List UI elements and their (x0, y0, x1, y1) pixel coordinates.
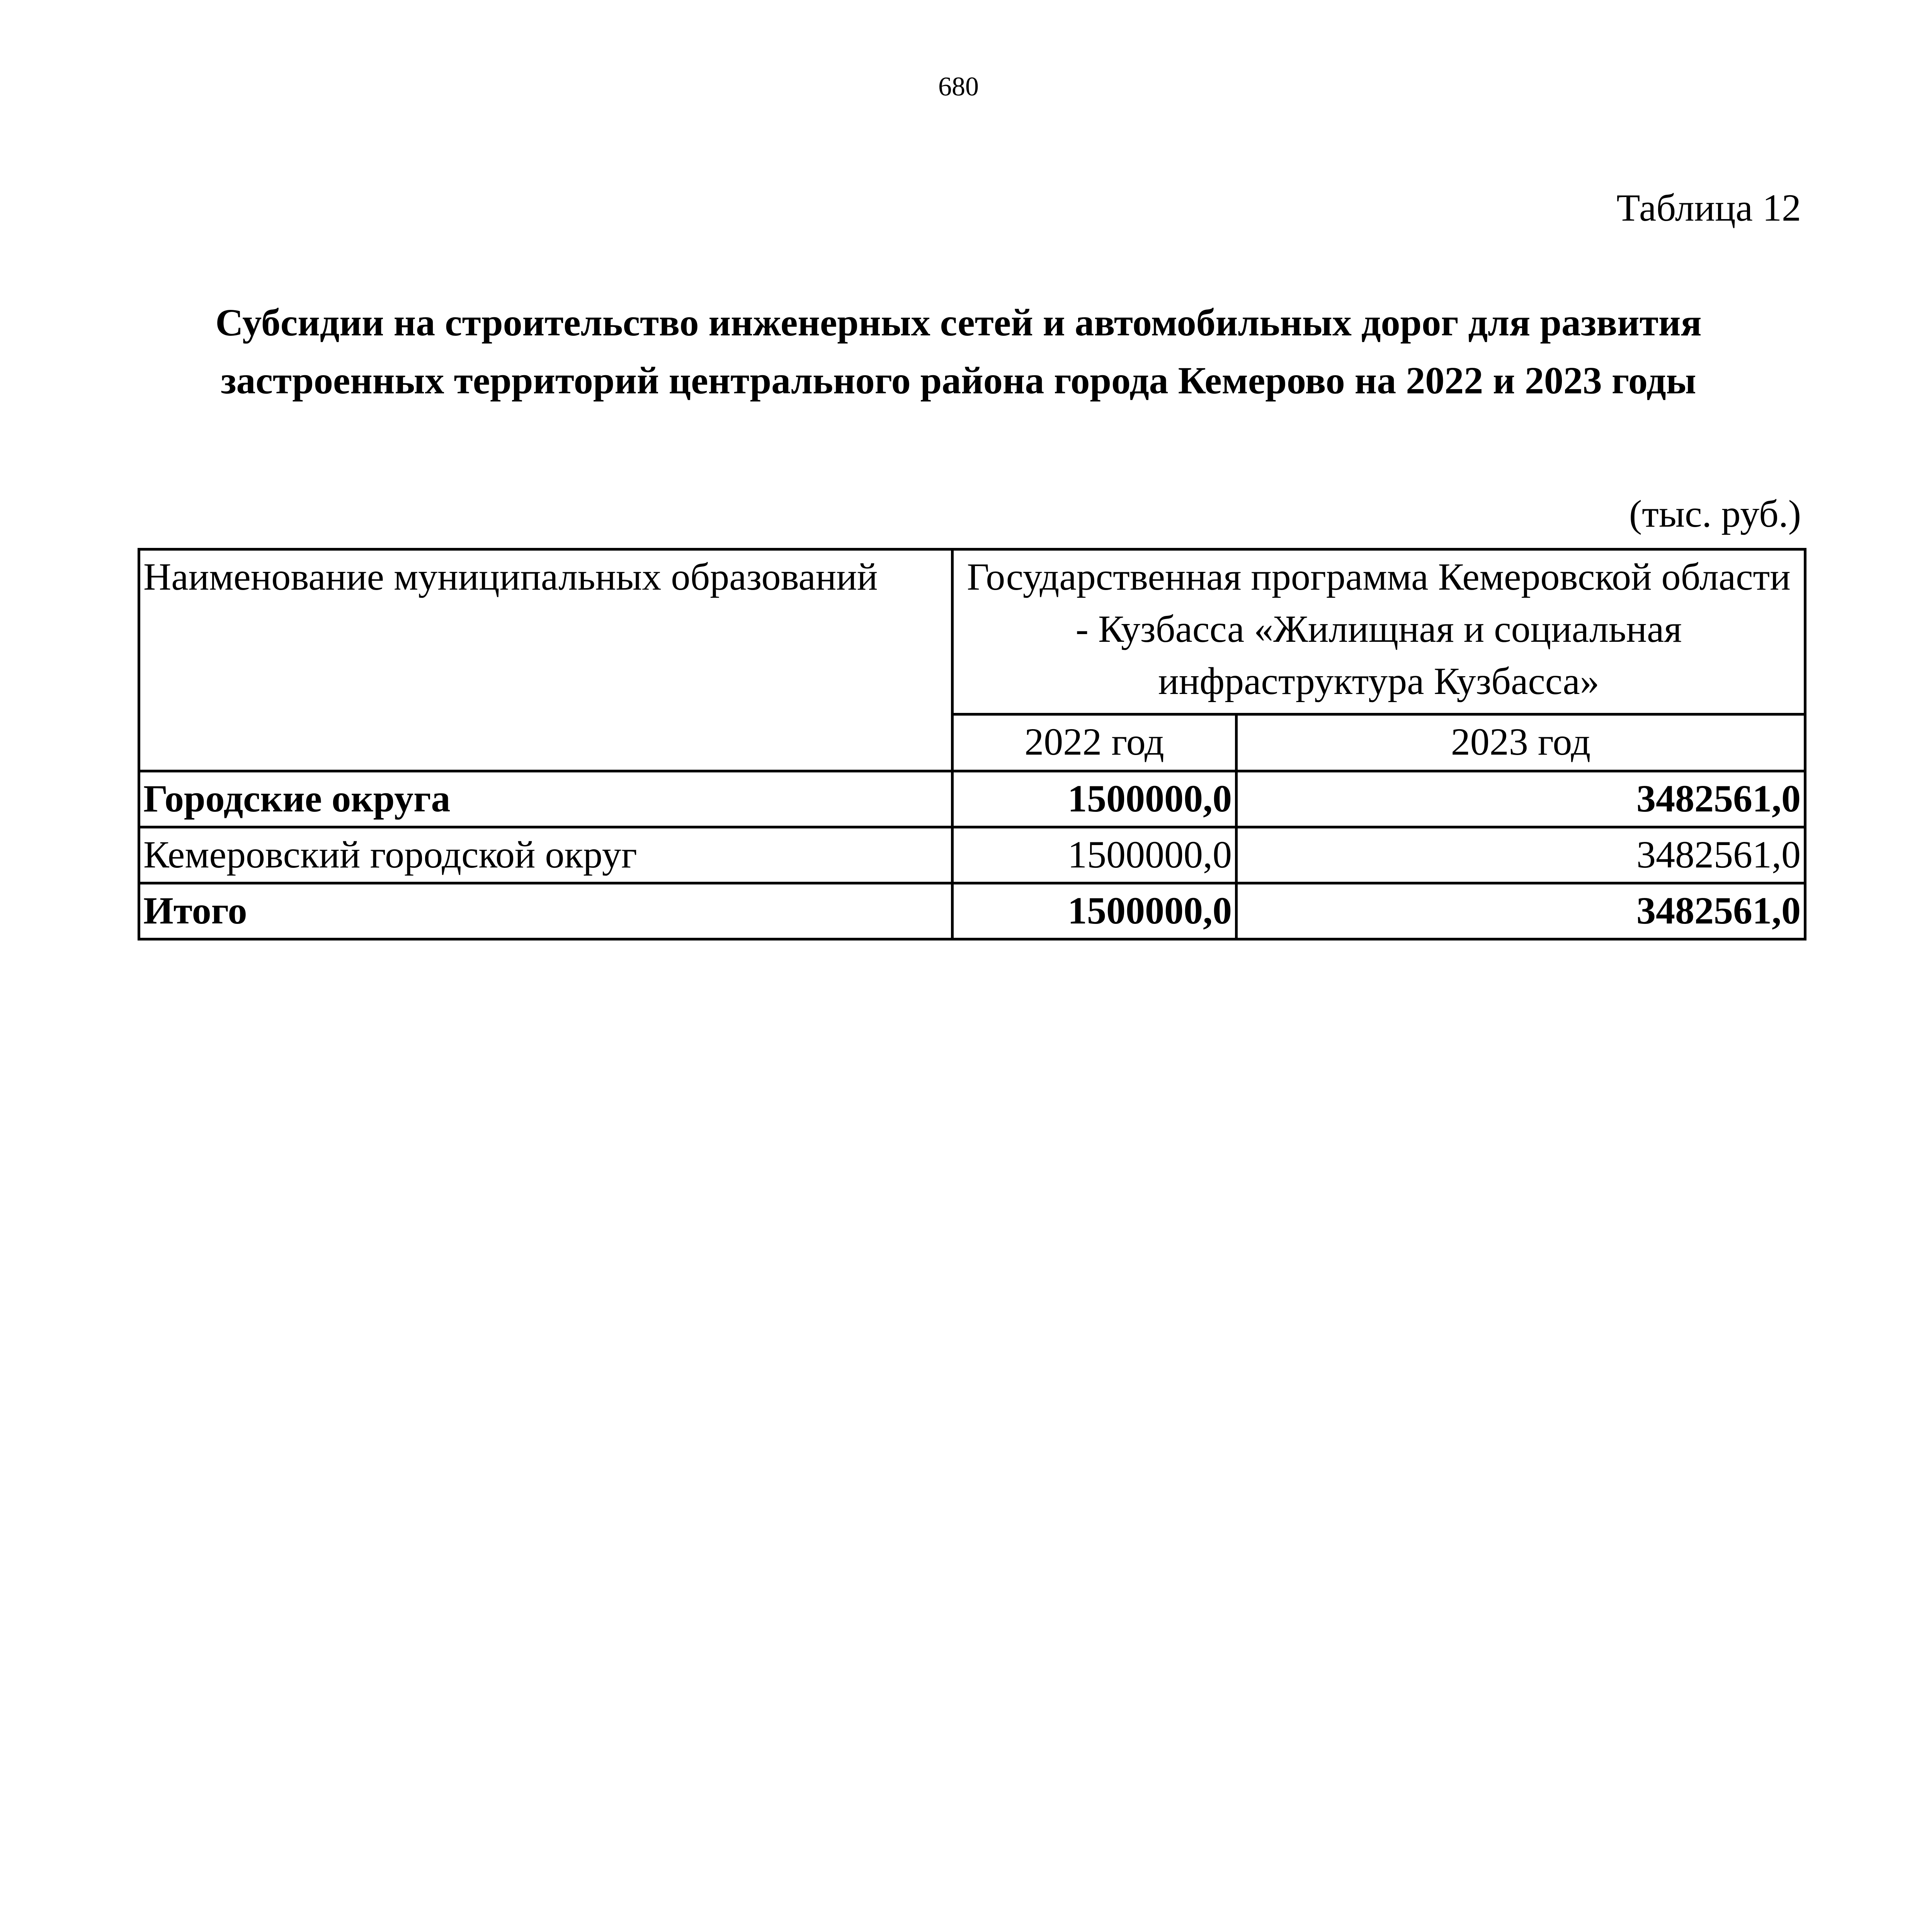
table-row-total (139, 883, 1805, 939)
row-value-2023: 3482561,0 (1237, 771, 1805, 827)
row-name: Итого (139, 883, 953, 939)
row-name: Городские округа (139, 771, 953, 827)
table-header-row (139, 549, 1805, 714)
header-year-2023: 2023 год (1237, 714, 1805, 771)
row-value-2022: 1500000,0 (953, 771, 1237, 827)
header-year-2022: 2022 год (953, 714, 1237, 771)
row-value-2023: 3482561,0 (1237, 827, 1805, 883)
units-label: (тыс. руб.) (1629, 492, 1801, 535)
row-value-2023: 3482561,0 (1237, 883, 1805, 939)
row-value-2022: 1500000,0 (953, 883, 1237, 939)
header-municipality: Наименование муниципальных образований (139, 549, 953, 771)
page-number: 680 (938, 72, 979, 102)
row-value-2022: 1500000,0 (953, 827, 1237, 883)
title-line-2: застроенных территорий центрального района города Кемерово на 2022 и 2023 годы (221, 359, 1696, 402)
table-row (139, 827, 1805, 883)
row-name: Кемеровский городской округ (139, 827, 953, 883)
document-title (135, 294, 1782, 410)
table-label: Таблица 12 (1616, 186, 1801, 229)
title-line-1: Субсидии на строительство инженерных сетей и автомобильных дорог для развития (215, 301, 1702, 344)
header-program: Государственная программа Кемеровской области - Кузбасса «Жилищная и социальная инфраструктура Кузбасса» (953, 549, 1805, 714)
subsidy-table (138, 548, 1806, 940)
table-row (139, 771, 1805, 827)
